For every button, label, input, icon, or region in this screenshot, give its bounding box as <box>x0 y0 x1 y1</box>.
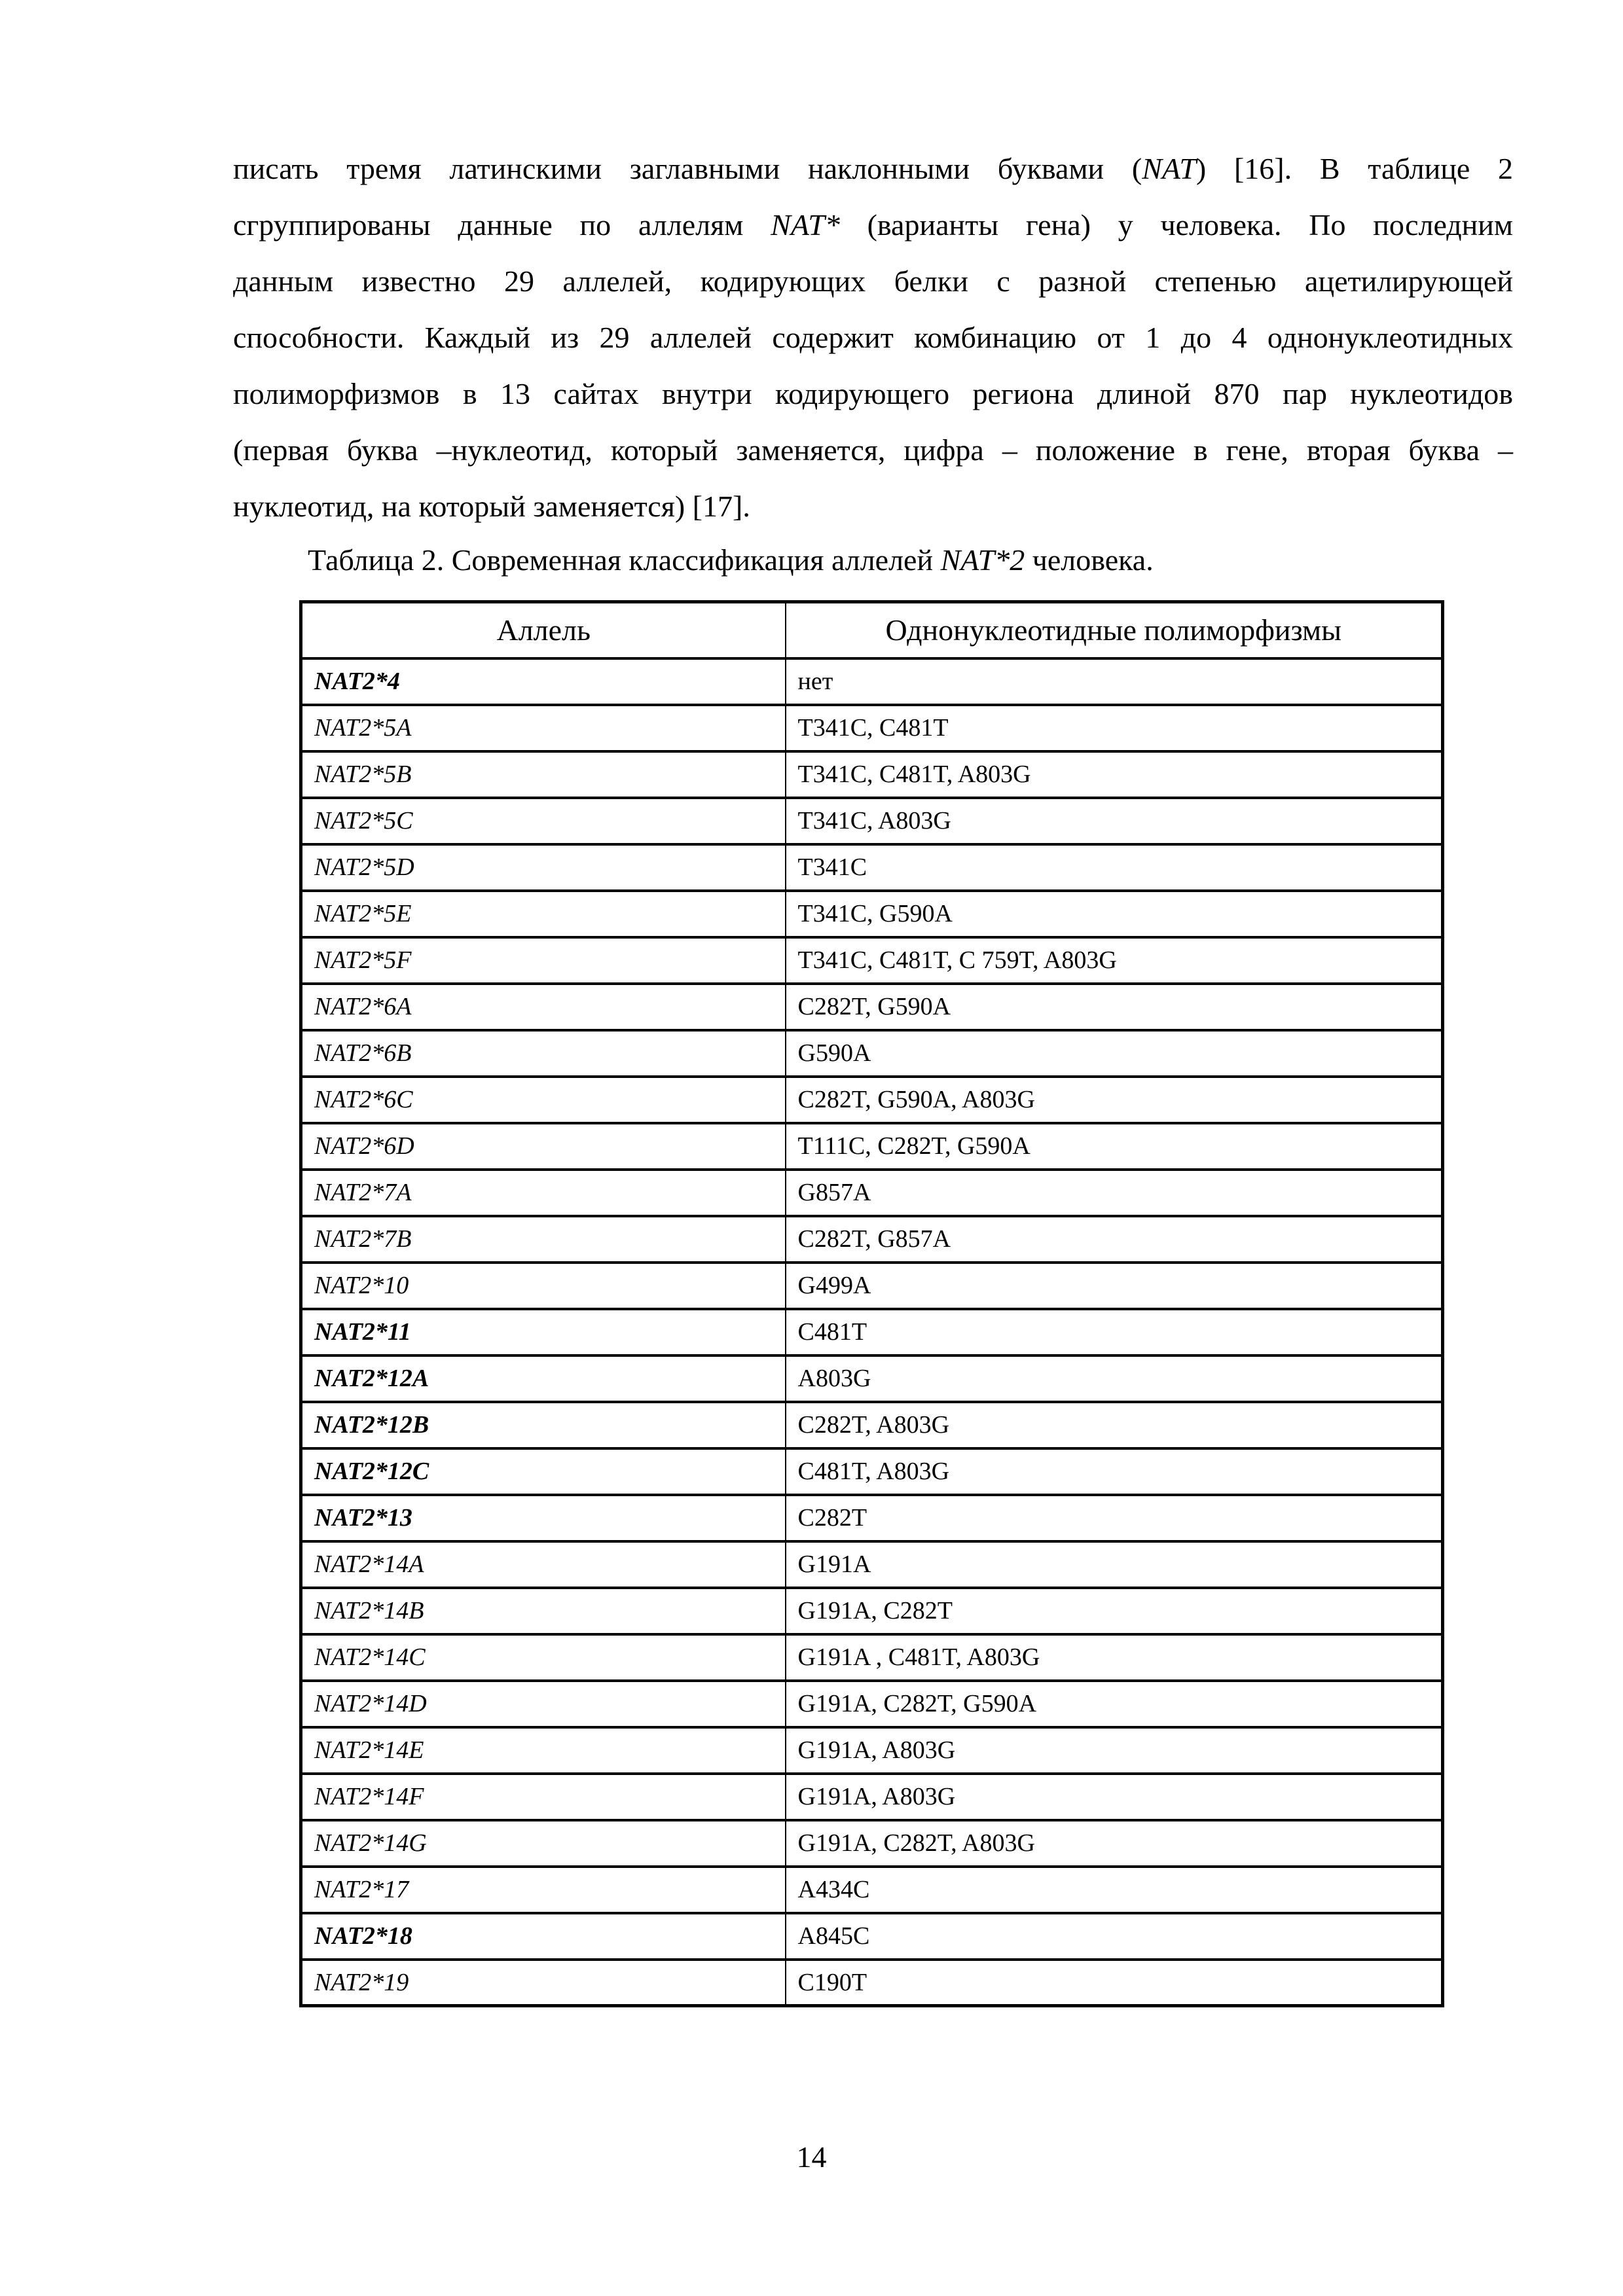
allele-cell: NAT2*5D <box>301 844 786 891</box>
snps-cell: нет <box>786 658 1443 705</box>
table-row <box>301 1263 1443 1309</box>
allele-cell: NAT2*6C <box>301 1077 786 1123</box>
snps-cell: G191A , C481T, A803G <box>786 1634 1443 1681</box>
snps-cell: C282T, G857A <box>786 1216 1443 1263</box>
allele-cell: NAT2*11 <box>301 1309 786 1355</box>
snps-cell: C282T, G590A <box>786 984 1443 1030</box>
snps-cell: T111C, C282T, G590A <box>786 1123 1443 1170</box>
snps-cell: A434C <box>786 1867 1443 1913</box>
table-row <box>301 1030 1443 1077</box>
table-row <box>301 1077 1443 1123</box>
table-row <box>301 1170 1443 1216</box>
snps-cell: C282T <box>786 1495 1443 1541</box>
table-row <box>301 1867 1443 1913</box>
snps-cell: G499A <box>786 1263 1443 1309</box>
table-row <box>301 1402 1443 1448</box>
table-row <box>301 1123 1443 1170</box>
snps-cell: G857A <box>786 1170 1443 1216</box>
snps-cell: C190T <box>786 1960 1443 2006</box>
snps-cell: T341C, G590A <box>786 891 1443 937</box>
snps-cell: C481T <box>786 1309 1443 1355</box>
allele-cell: NAT2*12C <box>301 1448 786 1495</box>
allele-cell: NAT2*7B <box>301 1216 786 1263</box>
snps-cell: C282T, A803G <box>786 1402 1443 1448</box>
allele-cell: NAT2*4 <box>301 658 786 705</box>
snps-cell: G191A, C282T, G590A <box>786 1681 1443 1727</box>
allele-cell: NAT2*5C <box>301 798 786 844</box>
table-row <box>301 1309 1443 1355</box>
paragraph-line: (первая буква –нуклеотид, который заменяется, цифра – положение в гене, вторая буква – <box>233 433 1513 467</box>
allele-cell: NAT2*5F <box>301 937 786 984</box>
snps-cell: A845C <box>786 1913 1443 1960</box>
table-caption: Таблица 2. Современная классификация аллелей NAT*2 человека. <box>308 543 1154 577</box>
allele-cell: NAT2*6B <box>301 1030 786 1077</box>
allele-cell: NAT2*14D <box>301 1681 786 1727</box>
table-row <box>301 1541 1443 1588</box>
table-row <box>301 1216 1443 1263</box>
snps-cell: G191A, C282T, A803G <box>786 1820 1443 1867</box>
snps-cell: G191A, A803G <box>786 1727 1443 1774</box>
table-row <box>301 844 1443 891</box>
table-row <box>301 798 1443 844</box>
table-row <box>301 1727 1443 1774</box>
allele-cell: NAT2*14F <box>301 1774 786 1820</box>
paragraph-line: данным известно 29 аллелей, кодирующих белки с разной степенью ацетилирующей <box>233 264 1513 298</box>
snps-cell: G191A, A803G <box>786 1774 1443 1820</box>
allele-table <box>299 600 1444 2007</box>
snps-cell: T341C, A803G <box>786 798 1443 844</box>
table-row <box>301 891 1443 937</box>
allele-cell: NAT2*6D <box>301 1123 786 1170</box>
paragraph-line: нуклеотид, на который заменяется) [17]. <box>233 490 750 523</box>
allele-cell: NAT2*10 <box>301 1263 786 1309</box>
snps-cell: T341C, C481T, A803G <box>786 751 1443 798</box>
paragraph-line: полиморфизмов в 13 сайтах внутри кодирующего региона длиной 870 пар нуклеотидов <box>233 377 1513 410</box>
column-header-snps: Однонуклеотидные полиморфизмы <box>786 602 1443 658</box>
table-row <box>301 705 1443 751</box>
snps-cell: A803G <box>786 1355 1443 1402</box>
table-row <box>301 1681 1443 1727</box>
allele-cell: NAT2*13 <box>301 1495 786 1541</box>
table-row <box>301 1588 1443 1634</box>
table-row <box>301 1913 1443 1960</box>
table-row <box>301 1634 1443 1681</box>
page-number: 14 <box>796 2140 827 2174</box>
allele-cell: NAT2*14G <box>301 1820 786 1867</box>
allele-cell: NAT2*5A <box>301 705 786 751</box>
table-row <box>301 1355 1443 1402</box>
paragraph-line: способности. Каждый из 29 аллелей содержит комбинацию от 1 до 4 однонуклеотидных <box>233 321 1513 354</box>
snps-cell: G191A <box>786 1541 1443 1588</box>
snps-cell: C282T, G590A, A803G <box>786 1077 1443 1123</box>
allele-cell: NAT2*19 <box>301 1960 786 2006</box>
allele-cell: NAT2*5B <box>301 751 786 798</box>
paragraph-line: сгруппированы данные по аллелям NAT* (варианты гена) у человека. По последним <box>233 208 1513 242</box>
allele-cell: NAT2*14E <box>301 1727 786 1774</box>
allele-cell: NAT2*5E <box>301 891 786 937</box>
allele-cell: NAT2*17 <box>301 1867 786 1913</box>
table-row <box>301 751 1443 798</box>
snps-cell: T341C, C481T <box>786 705 1443 751</box>
table-row <box>301 1960 1443 2006</box>
allele-cell: NAT2*18 <box>301 1913 786 1960</box>
allele-cell: NAT2*12A <box>301 1355 786 1402</box>
table-row <box>301 1774 1443 1820</box>
table-row <box>301 1495 1443 1541</box>
paragraph-line: писать тремя латинскими заглавными наклонными буквами (NAT) [16]. В таблице 2 <box>233 152 1513 185</box>
allele-cell: NAT2*12B <box>301 1402 786 1448</box>
snps-cell: G590A <box>786 1030 1443 1077</box>
allele-cell: NAT2*14C <box>301 1634 786 1681</box>
snps-cell: C481T, A803G <box>786 1448 1443 1495</box>
allele-cell: NAT2*7A <box>301 1170 786 1216</box>
table-row <box>301 984 1443 1030</box>
allele-cell: NAT2*14B <box>301 1588 786 1634</box>
table-header-row <box>301 602 1443 658</box>
table-row <box>301 937 1443 984</box>
allele-cell: NAT2*14A <box>301 1541 786 1588</box>
column-header-allele: Аллель <box>301 602 786 658</box>
table-row <box>301 1820 1443 1867</box>
snps-cell: T341C, C481T, C 759T, A803G <box>786 937 1443 984</box>
table-body <box>301 658 1443 2006</box>
allele-cell: NAT2*6A <box>301 984 786 1030</box>
table-row <box>301 658 1443 705</box>
snps-cell: G191A, C282T <box>786 1588 1443 1634</box>
table-row <box>301 1448 1443 1495</box>
snps-cell: T341C <box>786 844 1443 891</box>
